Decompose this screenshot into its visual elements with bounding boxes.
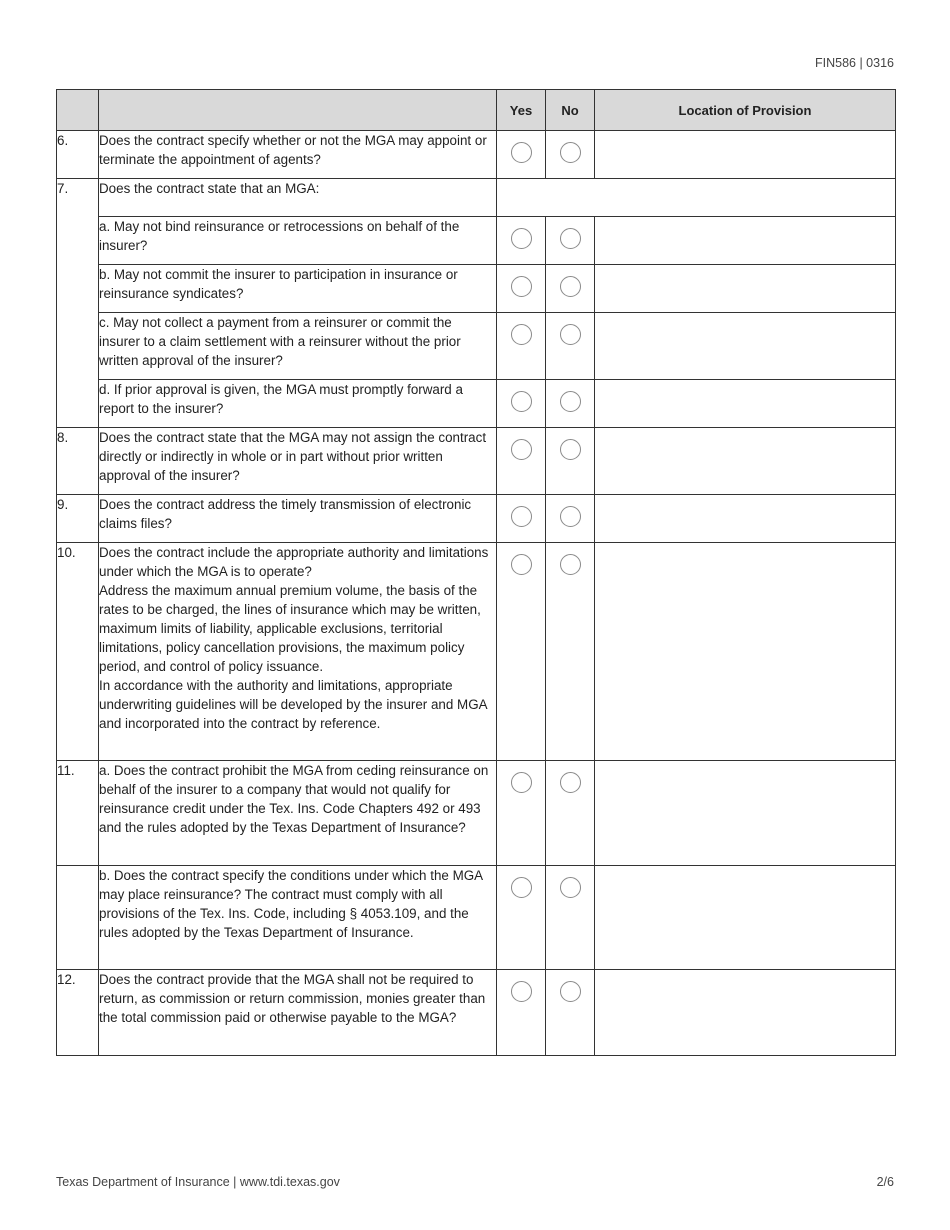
table-row	[57, 380, 896, 428]
header-no: No	[546, 90, 595, 131]
location-field[interactable]	[595, 380, 896, 428]
location-field[interactable]	[595, 217, 896, 265]
question-paragraph: Does the contract include the appropriate authority and limitations under which the MGA is to operate?	[99, 545, 489, 579]
yes-radio[interactable]	[511, 506, 532, 527]
question-paragraph: Address the maximum annual premium volume, the basis of the rates to be charged, the lines of insurance which may be written, maximum limits of liability, applicable exclusions, territorial limitations, policy cancellation provisions, the maximum policy period, and control of policy issuance.	[99, 583, 481, 674]
location-field[interactable]	[595, 131, 896, 179]
table-row	[57, 970, 896, 1056]
checklist-table	[56, 89, 896, 1056]
no-radio[interactable]	[560, 506, 581, 527]
header-num	[57, 90, 99, 131]
header-question	[99, 90, 497, 131]
item-number: 7.	[57, 179, 99, 428]
yes-radio[interactable]	[511, 554, 532, 575]
item-number: 8.	[57, 428, 99, 495]
no-radio[interactable]	[560, 276, 581, 297]
location-field[interactable]	[595, 970, 896, 1056]
location-field[interactable]	[595, 265, 896, 313]
item-number: 10.	[57, 543, 99, 761]
question-text: b. May not commit the insurer to participation in insurance or reinsurance syndicates?	[99, 265, 497, 313]
location-field[interactable]	[595, 495, 896, 543]
table-row	[57, 179, 896, 217]
question-text: a. Does the contract prohibit the MGA from ceding reinsurance on behalf of the insurer to a company that would not qualify for reinsurance credit under the Tex. Ins. Code Chapters 492 or 493 and the rules adopted by the Texas Department of Insurance?	[99, 761, 497, 866]
table-row	[57, 866, 896, 970]
table-row	[57, 313, 896, 380]
location-field[interactable]	[595, 761, 896, 866]
question-text	[99, 543, 497, 761]
question-text: Does the contract state that the MGA may not assign the contract directly or indirectly in whole or in part without prior written approval of the insurer?	[99, 428, 497, 495]
question-text: d. If prior approval is given, the MGA must promptly forward a report to the insurer?	[99, 380, 497, 428]
no-radio[interactable]	[560, 772, 581, 793]
question-text: a. May not bind reinsurance or retrocessions on behalf of the insurer?	[99, 217, 497, 265]
footer-organization: Texas Department of Insurance | www.tdi.texas.gov	[56, 1175, 340, 1189]
question-text: Does the contract provide that the MGA shall not be required to return, as commission or return commission, monies greater than the total commission paid or otherwise payable to the MGA?	[99, 970, 497, 1056]
no-radio[interactable]	[560, 439, 581, 460]
no-radio[interactable]	[560, 554, 581, 575]
header-yes: Yes	[497, 90, 546, 131]
question-text: Does the contract specify whether or not the MGA may appoint or terminate the appointment of agents?	[99, 131, 497, 179]
yes-radio[interactable]	[511, 142, 532, 163]
no-radio[interactable]	[560, 324, 581, 345]
no-radio[interactable]	[560, 142, 581, 163]
yes-radio[interactable]	[511, 324, 532, 345]
yes-radio[interactable]	[511, 877, 532, 898]
yes-radio[interactable]	[511, 391, 532, 412]
question-paragraph: In accordance with the authority and limitations, appropriate underwriting guidelines will be developed by the insurer and MGA and incorporated into the contract by reference.	[99, 678, 487, 731]
table-row	[57, 428, 896, 495]
no-radio[interactable]	[560, 228, 581, 249]
yes-radio[interactable]	[511, 772, 532, 793]
page-number: 2/6	[876, 1175, 894, 1189]
item-number: 11.	[57, 761, 99, 866]
table-header-row	[57, 90, 896, 131]
table-row	[57, 495, 896, 543]
no-radio[interactable]	[560, 981, 581, 1002]
question-text: c. May not collect a payment from a reinsurer or commit the insurer to a claim settlement with a reinsurer without the prior written approval of the insurer?	[99, 313, 497, 380]
no-radio[interactable]	[560, 391, 581, 412]
table-row	[57, 761, 896, 866]
form-code: FIN586 | 0316	[815, 56, 894, 70]
location-field[interactable]	[595, 866, 896, 970]
table-row	[57, 131, 896, 179]
yes-radio[interactable]	[511, 981, 532, 1002]
table-row	[57, 217, 896, 265]
yes-radio[interactable]	[511, 276, 532, 297]
header-location: Location of Provision	[595, 90, 896, 131]
question-text: b. Does the contract specify the conditions under which the MGA may place reinsurance? The contract must comply with all provisions of the Tex. Ins. Code, including § 4053.109, and the rules adopted by the Texas Department of Insurance.	[99, 866, 497, 970]
location-field[interactable]	[595, 428, 896, 495]
question-text: Does the contract state that an MGA:	[99, 179, 497, 217]
question-text: Does the contract address the timely transmission of electronic claims files?	[99, 495, 497, 543]
table-row	[57, 543, 896, 761]
table-row	[57, 265, 896, 313]
location-field[interactable]	[595, 313, 896, 380]
yes-radio[interactable]	[511, 439, 532, 460]
item-number: 12.	[57, 970, 99, 1056]
no-radio[interactable]	[560, 877, 581, 898]
item-number: 9.	[57, 495, 99, 543]
location-field[interactable]	[595, 543, 896, 761]
yes-radio[interactable]	[511, 228, 532, 249]
item-number: 6.	[57, 131, 99, 179]
